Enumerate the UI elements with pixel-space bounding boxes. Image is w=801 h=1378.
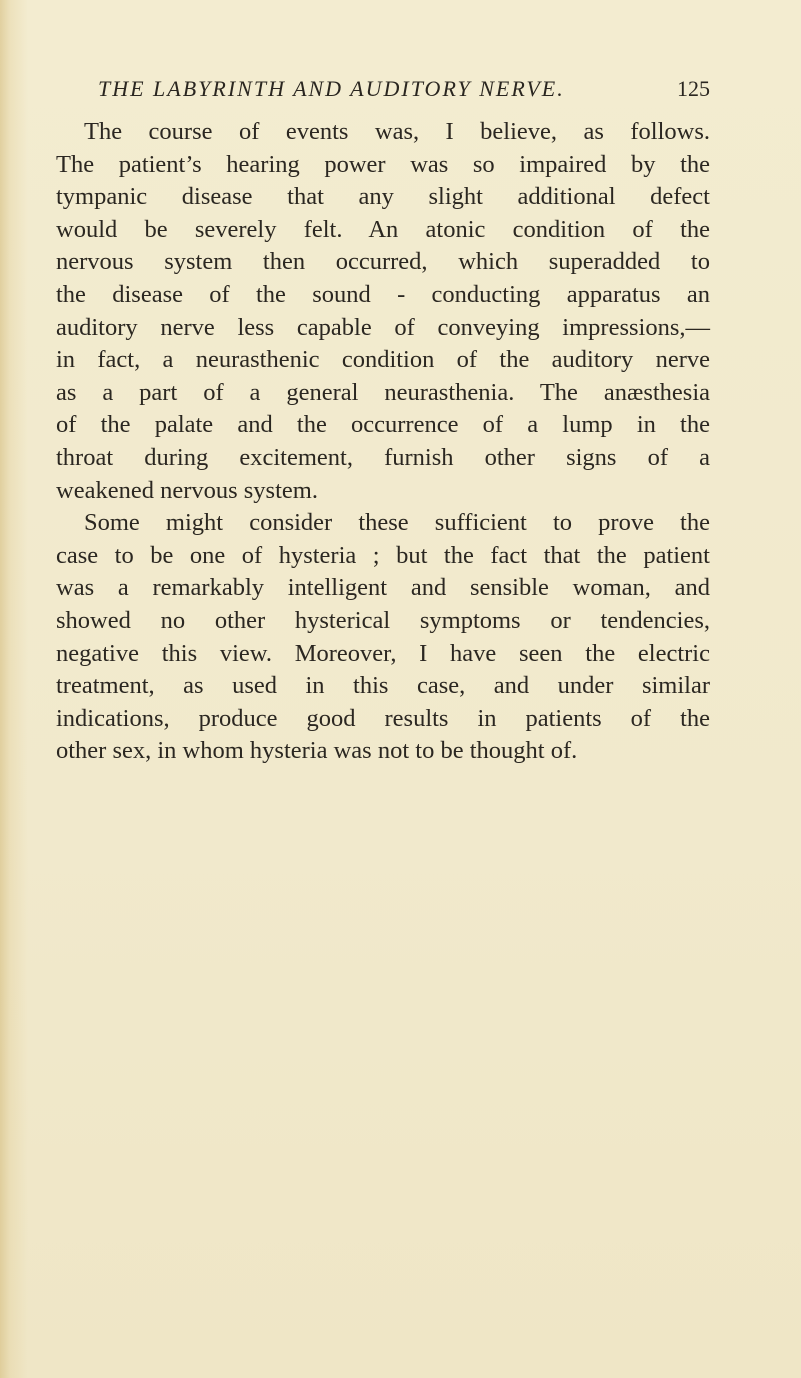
running-head [98, 76, 710, 112]
body-text [56, 116, 710, 768]
text-line: case to be one of hysteria ; but the fact that the patient [56, 541, 710, 569]
text-line: showed no other hysterical symptoms or tendencies, [56, 606, 710, 634]
text-line: The course of events was, I believe, as follows. [84, 118, 710, 145]
text-line: was a remarkably intelligent and sensible woman, and [56, 574, 710, 602]
text-line: treatment, as used in this case, and under similar [56, 672, 710, 700]
page-number: 125 [677, 76, 710, 101]
text-line: as a part of a general neurasthenia. The anæsthesia [56, 378, 710, 406]
text-line: throat during excitement, furnish other signs of a [56, 443, 710, 471]
text-line: would be severely felt. An atonic condition of the [56, 215, 710, 243]
paragraph-2 [56, 507, 710, 768]
text-line: tympanic disease that any slight additional defect [56, 183, 710, 211]
text-line: negative this view. Moreover, I have seen the electric [56, 639, 710, 667]
paragraph-1 [56, 116, 710, 507]
text-line: weakened nervous system. [56, 476, 318, 504]
text-line: other sex, in whom hysteria was not to be thought of. [56, 737, 578, 765]
text-line: Some might consider these sufficient to prove the [84, 509, 710, 537]
running-title: THE LABYRINTH AND AUDITORY NERVE. [98, 76, 565, 101]
text-line: nervous system then occurred, which superadded to [56, 248, 710, 276]
text-line: in fact, a neurasthenic condition of the auditory nerve [56, 346, 710, 374]
text-line: indications, produce good results in patients of the [56, 704, 710, 732]
text-line: of the palate and the occurrence of a lump in the [56, 411, 710, 439]
text-line: the disease of the sound - conducting apparatus an [56, 280, 710, 308]
text-line: auditory nerve less capable of conveying impressions,— [56, 313, 710, 341]
text-line: The patient’s hearing power was so impaired by the [56, 150, 710, 178]
